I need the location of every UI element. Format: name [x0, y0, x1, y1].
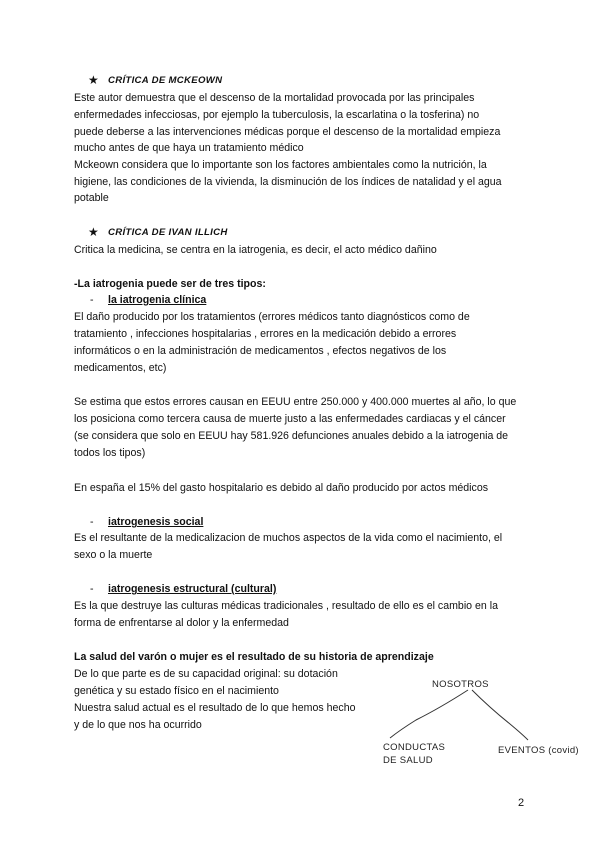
text-line: Mckeown considera que lo importante son los factores ambientales como la nutrición, la: [74, 159, 487, 171]
text-line: tratamiento , infecciones hospitalarias , errores en la medicación debido a errores: [74, 328, 457, 340]
page-number: 2: [518, 797, 525, 809]
text-line: El daño producido por los tratamientos (errores médicos tanto diagnósticos como de: [74, 311, 470, 323]
section-heading-illich: CRÍTICA DE IVAN ILLICH: [108, 227, 228, 238]
diagram-top-label: NOSOTROS: [432, 679, 489, 690]
text-line: Es la que destruye las culturas médicas tradicionales , resultado de ello es el cambio en la: [74, 600, 498, 612]
types-heading: -La iatrogenia puede ser de tres tipos:: [74, 278, 266, 290]
text-line: informáticos o en la administración de medicamentos , efectos negativos de los: [74, 345, 447, 357]
text-line: forma de enfrentarse al dolor y la enfermedad: [74, 617, 289, 629]
text-line: Critica la medicina, se centra en la iatrogenia, es decir, el acto médico dañino: [74, 244, 437, 256]
text-line: mucho antes de que haya un tratamiento médico: [74, 142, 304, 154]
star-bullet-icon: ★: [88, 73, 99, 87]
text-line: los posiciona como tercera causa de muerte justo a las enfermedades cardiacas y el cáncer: [74, 413, 506, 425]
diagram-right-label: EVENTOS (covid): [498, 745, 579, 756]
star-bullet-icon: ★: [88, 225, 99, 239]
list-item-estructural: - iatrogenesis estructural (cultural): [90, 583, 277, 595]
text-line: De lo que parte es de su capacidad original: su dotación: [74, 668, 338, 680]
text-line: (se considera que solo en EEUU hay 581.926 defunciones anuales debido a la iatrogenia de: [74, 430, 509, 442]
text-line: higiene, las condiciones de la vivienda, la disminución de los índices de natalidad y el agua: [74, 176, 502, 188]
text-line: Se estima que estos errores causan en EEUU entre 250.000 y 400.000 muertes al año, lo que: [74, 396, 517, 408]
text-line: enfermedades infecciosas, por ejemplo la tuberculosis, la escarlatina o la tosferina) no: [74, 109, 480, 121]
text-line: sexo o la muerte: [74, 549, 153, 561]
list-item-social: - iatrogenesis social: [90, 516, 204, 528]
text-line: Es el resultante de la medicalizacion de muchos aspectos de la vida como el nacimiento, el: [74, 532, 503, 544]
list-item-clinica: - la iatrogenia clínica: [90, 294, 207, 306]
text-line: Nuestra salud actual es el resultado de lo que hemos hecho: [74, 702, 356, 714]
text-line: potable: [74, 192, 109, 204]
section-heading-mckeown: CRÍTICA DE MCKEOWN: [108, 75, 223, 86]
item-title: iatrogenesis social: [108, 516, 204, 528]
diagram-left-label-2: DE SALUD: [383, 755, 433, 766]
text-line: Este autor demuestra que el descenso de la mortalidad provocada por las principales: [74, 92, 475, 104]
diagram-line-left: [390, 690, 468, 738]
diagram-line-right: [472, 690, 528, 740]
text-line: y de lo que nos ha ocurrido: [74, 719, 202, 731]
text-line: genética y su estado físico en el nacimiento: [74, 685, 279, 697]
section-heading-salud: La salud del varón o mujer es el resultado de su historia de aprendizaje: [74, 651, 434, 663]
text-line: En españa el 15% del gasto hospitalario es debido al daño producido por actos médicos: [74, 482, 489, 494]
text-line: todos los tipos): [74, 447, 146, 459]
item-title: iatrogenesis estructural (cultural): [108, 583, 277, 595]
text-line: medicamentos, etc): [74, 362, 167, 374]
item-title: la iatrogenia clínica: [108, 294, 207, 306]
diagram-left-label-1: CONDUCTAS: [383, 742, 446, 753]
diagram-branch-lines: [370, 688, 570, 748]
text-line: puede deberse a las intervenciones médicas porque el descenso de la mortalidad empieza: [74, 126, 501, 138]
